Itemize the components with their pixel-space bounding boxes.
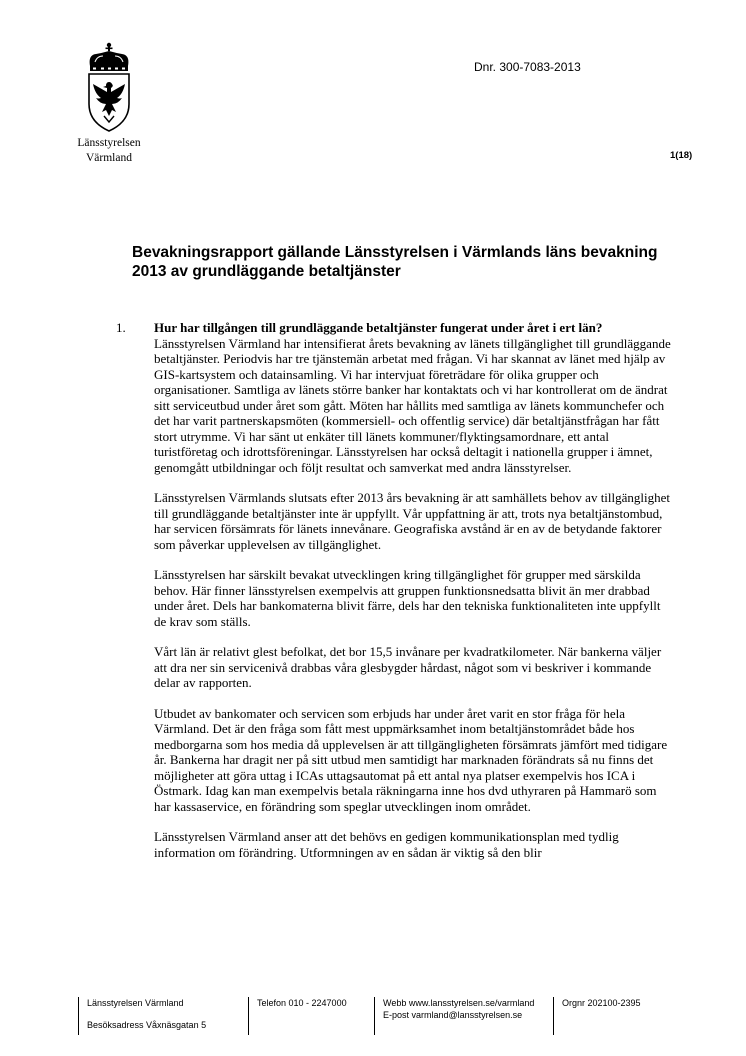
footer-web-column — [374, 997, 563, 1035]
agency-logo — [76, 42, 142, 164]
page-number: 1(18) — [670, 150, 693, 161]
footer-orgnr-column — [553, 997, 682, 1035]
footer-phone-column — [248, 997, 367, 1035]
section-question — [116, 320, 672, 336]
footer-phone: Telefon 010 - 2247000 — [257, 998, 347, 1008]
paragraph-special-needs: Länsstyrelsen har särskilt bevakat utvecklingen kring tillgänglighet för grupper med särskilda behov. Här finner länsstyrelsen exempelvis att gruppen funktionsnedsatta blivit än mer drabbad under året. Dels har bankomaterna blivit färre, dels har den tekniska funktionaliteten inte uppfyllt de krav som ställs. — [154, 567, 661, 629]
paragraph-population: Vårt län är relativt glest befolkat, det bor 15,5 invånare per kvadratkilometer. När bankerna väljer att dra ner sin servicenivå drabbas våra glesbygder hårdast, något som vi beskriver i kommande delar av rapporten. — [154, 644, 662, 690]
document-title: Bevakningsrapport gällande Länsstyrelsen i Värmlands läns bevakning 2013 av grundläggande betaltjänster — [132, 244, 658, 280]
footer-email[interactable]: E-post varmland@lansstyrelsen.se — [383, 1010, 523, 1020]
document-reference-number: Dnr. 300-7083-2013 — [474, 60, 581, 74]
coat-of-arms-icon — [82, 42, 136, 134]
paragraph-conclusion: Länsstyrelsen Värmlands slutsats efter 2013 års bevakning är att samhällets behov av tillgänglighet till grundläggande betaltjänster inte är uppfyllt. Vår uppfattning är att, trots nya betaltjänstombud, har servicen försämrats för länets innevånare. Geografiska avstånd är en av de betydande faktorer som påverkar upplevelsen av tillgänglighet. — [154, 490, 671, 552]
report-body — [116, 320, 672, 875]
footer-address-column — [78, 997, 237, 1035]
paragraph-communication: Länsstyrelsen Värmland anser att det behövs en gedigen kommunikationsplan med tydlig information om förändring. Utformningen av en sådan är viktig så den blir — [154, 829, 619, 860]
logo-org-line2: Värmland — [86, 152, 132, 164]
section-number: 1. — [116, 320, 126, 335]
footer-orgnr: Orgnr 202100-2395 — [562, 998, 641, 1008]
logo-org-line1: Länsstyrelsen — [77, 137, 141, 149]
footer-web[interactable]: Webb www.lansstyrelsen.se/varmland — [383, 998, 535, 1008]
question-text: Hur har tillgången till grundläggande betaltjänster fungerat under året i ert län? — [154, 320, 603, 335]
paragraph-methods: Länsstyrelsen Värmland har intensifierat årets bevakning av länets tillgänglighet till grundläggande betaltjänster. Periodvis har tre tjänstemän arbetat med frågan. Vi har skannat av länet med hjälp av GIS-kartsystem och datainsamling. Vi har intervjuat företrädare för olika grupper och organisationer. Samtliga av länets större banker har kontaktats och vi har kontrollerat om de ändrat sitt serviceutbud under året som gått. Möten har hållits med samtliga av länets kommunchefer och det har varit partnerskapsmöten (kommersiell- och offentlig service) där betaltjänstfrågan har fått stort utrymme. Vi har sänt ut enkäter till länets kommuner/flyktingsamordnare, ett antal turistföretag och idrottsföreningar. Länsstyrelsen har också deltagit i nationella grupper i ämnet, genomgått utbildningar och följt resultat och samverkat med andra länsstyrelser. — [154, 335, 671, 475]
footer-org: Länsstyrelsen Värmland — [87, 998, 184, 1008]
paragraph-atm-supply: Utbudet av bankomater och servicen som erbjuds har under året varit en stor fråga för hela Värmland. Det är den fråga som fått mest uppmärksamhet inom betaltjänstområdet både hos medborgarna som hos media då upplevelsen är att tillgängligheten försämrats jämfört med tidigare år. Bankerna har dragit ner på sitt utbud men samtidigt har marknaden förändrats så nu finns det möjligheter att göra uttag i ICAs uttagsautomat på ett antal nya platser exempelvis hos ICA i Östmark. Idag kan man exempelvis betala räkningarna inne hos dvd uthyraren på Hammarö som har kassaservice, en förändring som speglar utvecklingen inom området. — [154, 705, 668, 814]
footer-visit-address: Besöksadress Våxnäsgatan 5 — [87, 1020, 207, 1030]
